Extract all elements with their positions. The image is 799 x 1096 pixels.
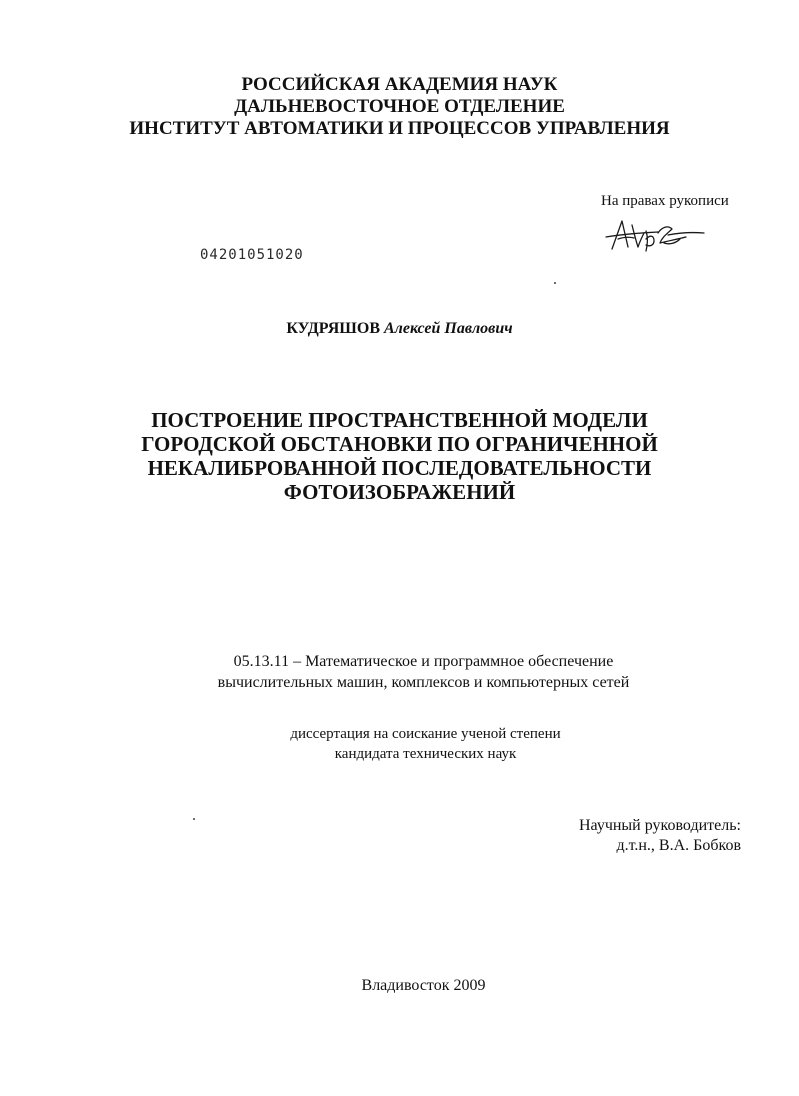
supervisor-name: д.т.н., В.А. Бобков [616,837,741,854]
dissertation-title [0,408,799,504]
degree-line: диссертация на соискание ученой степени [290,726,561,742]
handwritten-signature [598,213,710,259]
scan-speck [554,282,556,284]
title-line: ФОТОИЗОБРАЖЕНИЙ [283,480,516,504]
registry-number: 04201051020 [200,247,304,263]
author-name [0,319,799,339]
author-given-names: Алексей Павлович [384,320,513,337]
degree-line: кандидата технических наук [334,746,517,762]
manuscript-rights-note: На правах рукописи [601,193,729,209]
header-line-branch: ДАЛЬНЕВОСТОЧНОЕ ОТДЕЛЕНИЕ [234,96,565,117]
specialty-line: вычислительных машин, комплексов и компьютерных сетей [217,674,630,691]
scan-speck [193,818,195,820]
header-line-academy: РОССИЙСКАЯ АКАДЕМИЯ НАУК [241,74,558,95]
title-line: ГОРОДСКОЙ ОБСТАНОВКИ ПО ОГРАНИЧЕННОЙ [141,432,658,456]
title-line: ПОСТРОЕНИЕ ПРОСТРАНСТВЕННОЙ МОДЕЛИ [151,408,648,432]
scientific-supervisor [579,816,741,856]
supervisor-label: Научный руководитель: [578,817,741,834]
header-line-institute: ИНСТИТУТ АВТОМАТИКИ И ПРОЦЕССОВ УПРАВЛЕНИЯ [129,118,670,139]
degree-statement [0,724,799,764]
institution-header [0,74,799,140]
specialty-code [0,651,799,693]
specialty-line: 05.13.11 – Математическое и программное обеспечение [233,653,614,670]
title-line: НЕКАЛИБРОВАННОЙ ПОСЛЕДОВАТЕЛЬНОСТИ [147,456,652,480]
place-and-year: Владивосток 2009 [361,977,486,994]
author-surname: КУДРЯШОВ [286,320,380,337]
